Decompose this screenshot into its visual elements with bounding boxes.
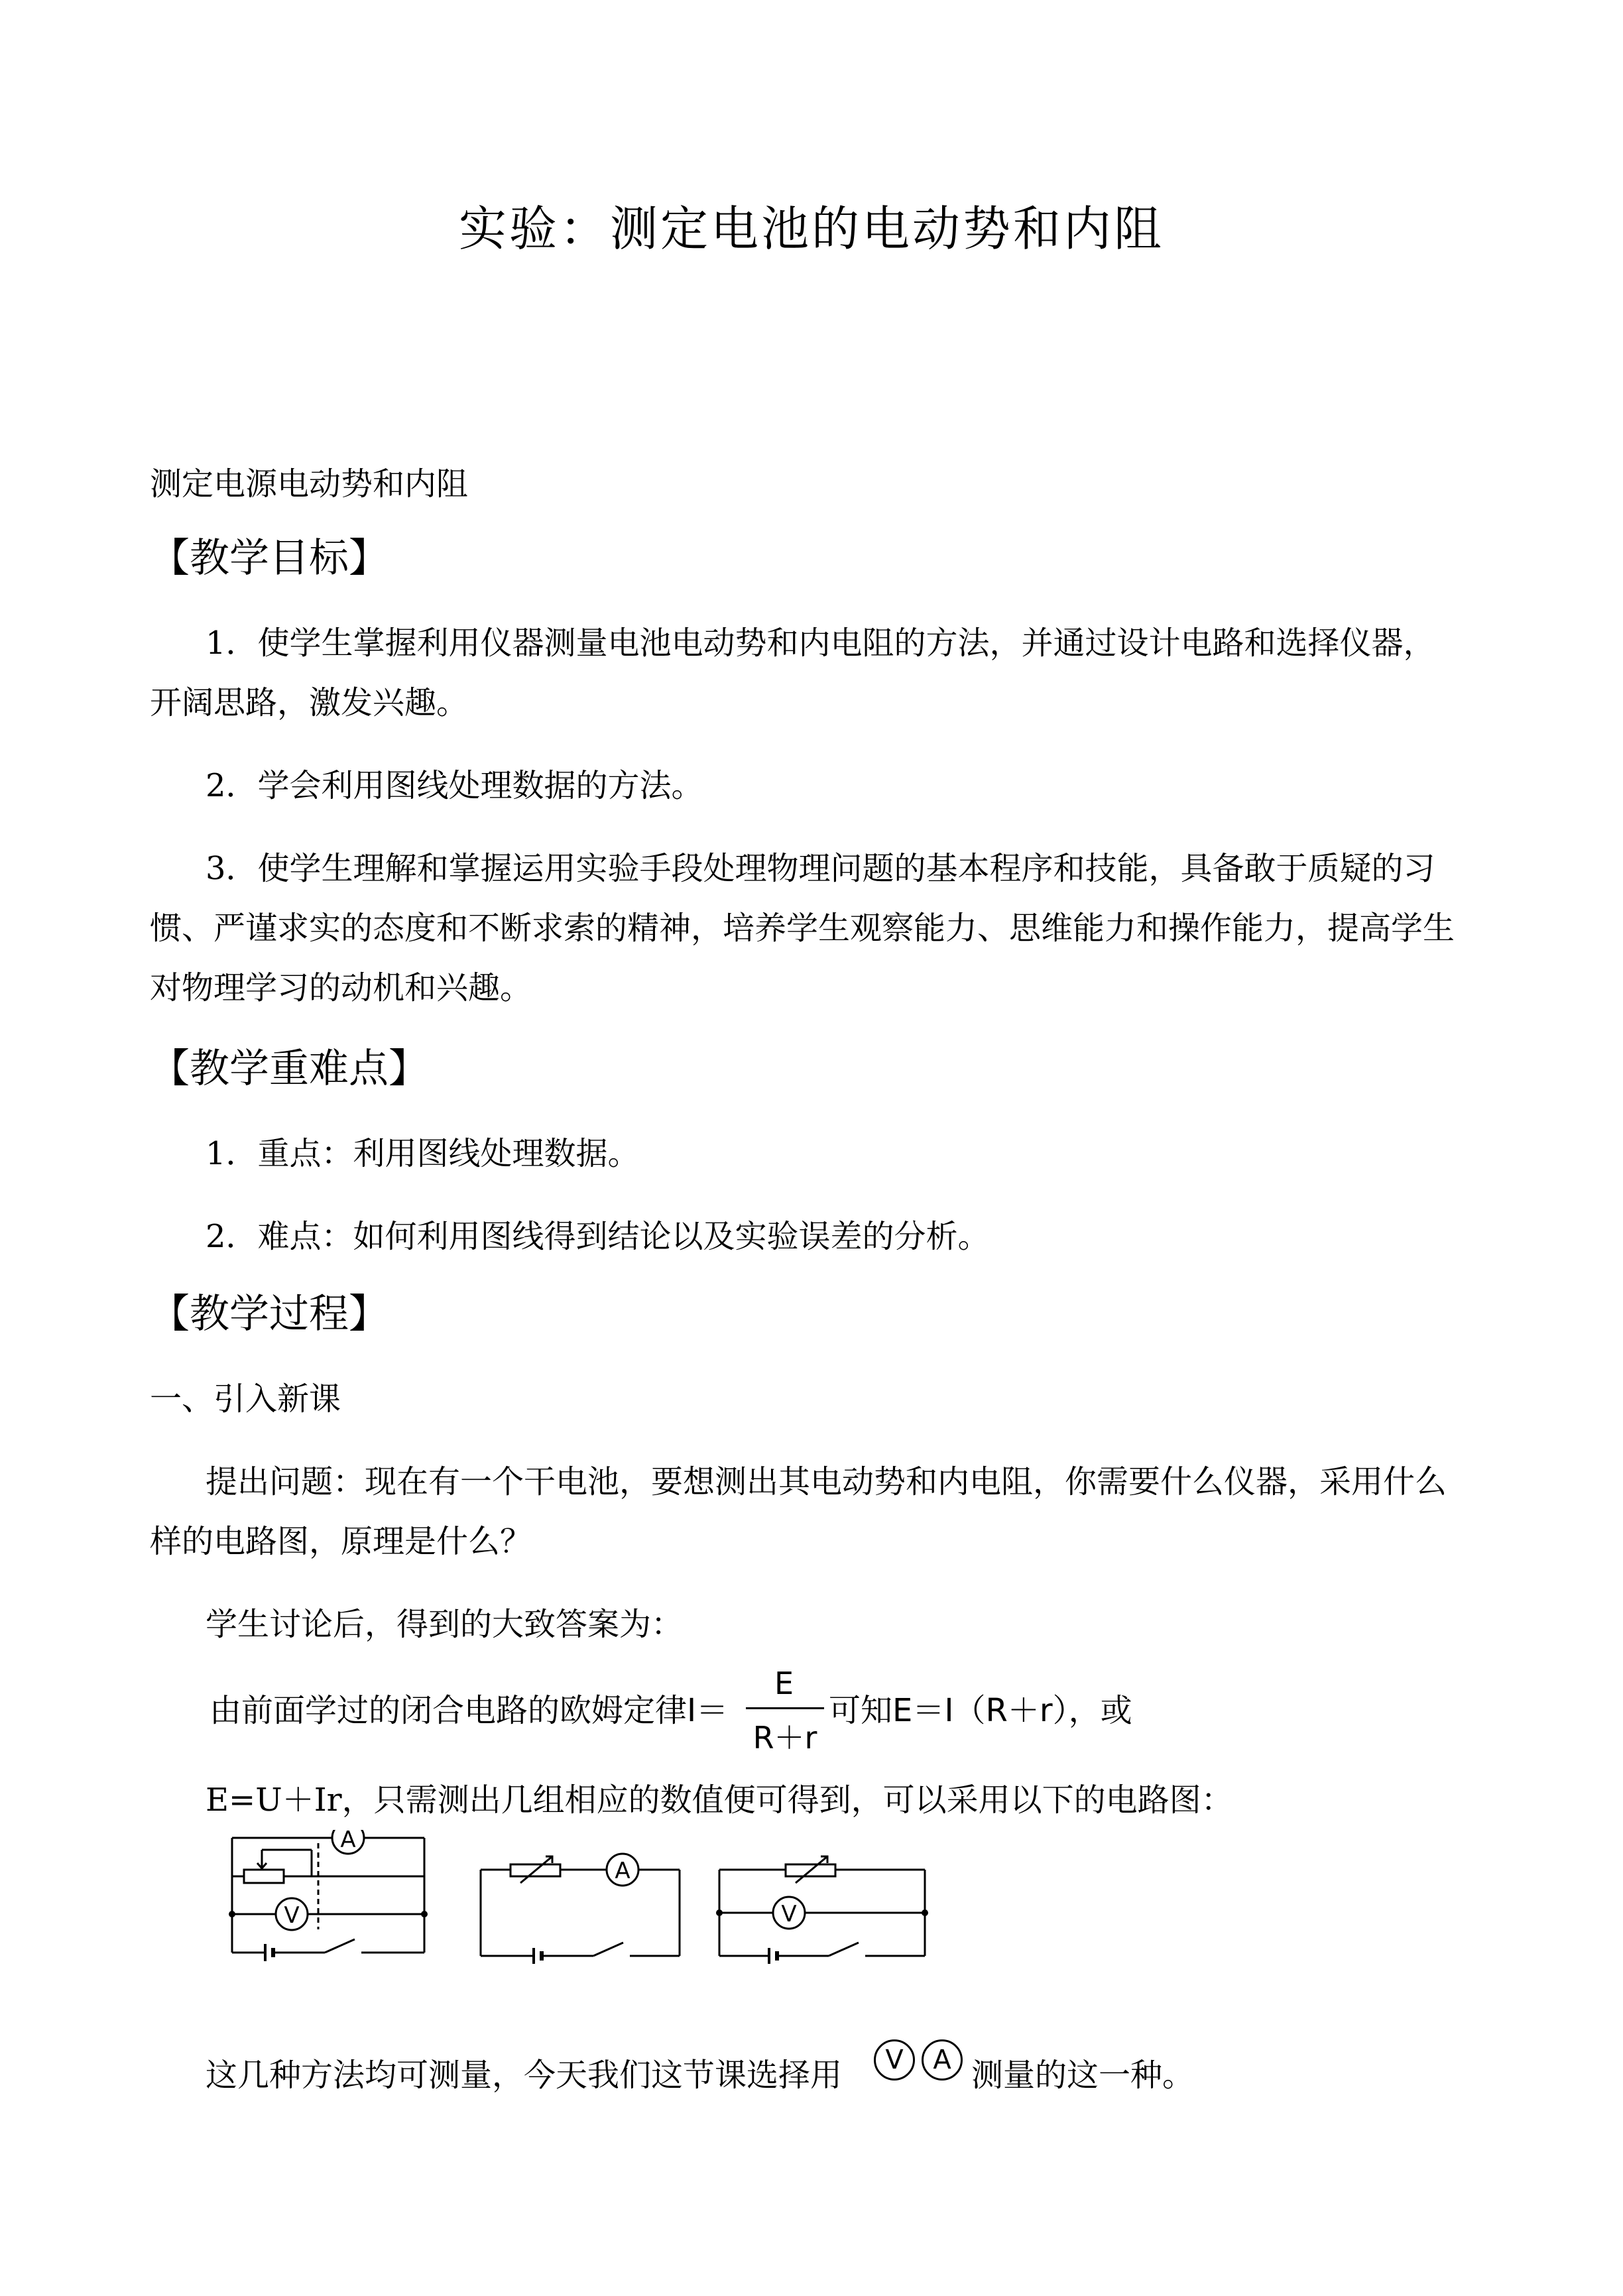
key-points-heading: 【教学重难点】 [150, 1046, 428, 1092]
objective-1-line-2: 开阔思路，激发兴趣。 [150, 684, 469, 721]
voltmeter-label-3: V [781, 1901, 797, 1927]
circuit-diagram-2 [474, 1850, 686, 1969]
rheostat-1 [244, 1870, 284, 1883]
fraction-bar [746, 1707, 824, 1709]
conclusion-prefix: 这几种方法均可测量，今天我们这节课选择用 [206, 2057, 843, 2094]
objectives-heading: 【教学目标】 [150, 535, 389, 581]
ammeter-symbol-icon: A [922, 2039, 963, 2081]
objective-3-line-1: 3．使学生理解和掌握运用实验手段处理物理问题的基本程序和技能，具备敢于质疑的习 [206, 850, 1435, 887]
question-line-2: 样的电路图，原理是什么？ [150, 1523, 532, 1560]
discussion-line: 学生讨论后，得到的大致答案为： [206, 1606, 684, 1643]
ammeter-label-1: A [340, 1830, 356, 1853]
formula-numerator: E [774, 1665, 794, 1701]
formula-line-2: E=U＋Ir，只需测出几组相应的数值便可得到，可以采用以下的电路图： [206, 1782, 1233, 1819]
ammeter-label-2: A [615, 1858, 631, 1884]
circuit-diagram-1 [212, 1830, 438, 1963]
page-title: 实验：测定电池的电动势和内阻 [458, 201, 1164, 257]
formula-suffix: 可知E＝I（R＋r），或 [829, 1692, 1132, 1729]
part1-title: 一、引入新课 [150, 1380, 341, 1418]
objective-3-line-3: 对物理学习的动机和兴趣。 [150, 969, 532, 1006]
voltmeter-label-1: V [284, 1902, 300, 1929]
objective-3-line-2: 惯、严谨求实的态度和不断求索的精神，培养学生观察能力、思维能力和操作能力，提高学生 [150, 910, 1455, 947]
formula-denominator: R＋r [752, 1720, 817, 1756]
objective-2: 2．学会利用图线处理数据的方法。 [206, 767, 703, 804]
voltmeter-symbol-icon: V [874, 2039, 915, 2081]
process-heading: 【教学过程】 [150, 1291, 389, 1337]
subtitle: 测定电源电动势和内阻 [150, 465, 469, 503]
conclusion-suffix: 测量的这一种。 [971, 2057, 1195, 2094]
question-line-1: 提出问题：现在有一个干电池，要想测出其电动势和内电阻，你需要什么仪器，采用什么 [206, 1463, 1447, 1500]
circuit-diagram-3 [713, 1850, 932, 1969]
objective-1-line-1: 1．使学生掌握利用仪器测量电池电动势和内电阻的方法，并通过设计电路和选择仪器， [206, 625, 1435, 662]
key-point-2: 2．难点：如何利用图线得到结论以及实验误差的分析。 [206, 1218, 990, 1255]
formula-prefix: 由前面学过的闭合电路的欧姆定律I＝ [210, 1692, 729, 1729]
key-point-1: 1．重点：利用图线处理数据。 [206, 1135, 640, 1172]
